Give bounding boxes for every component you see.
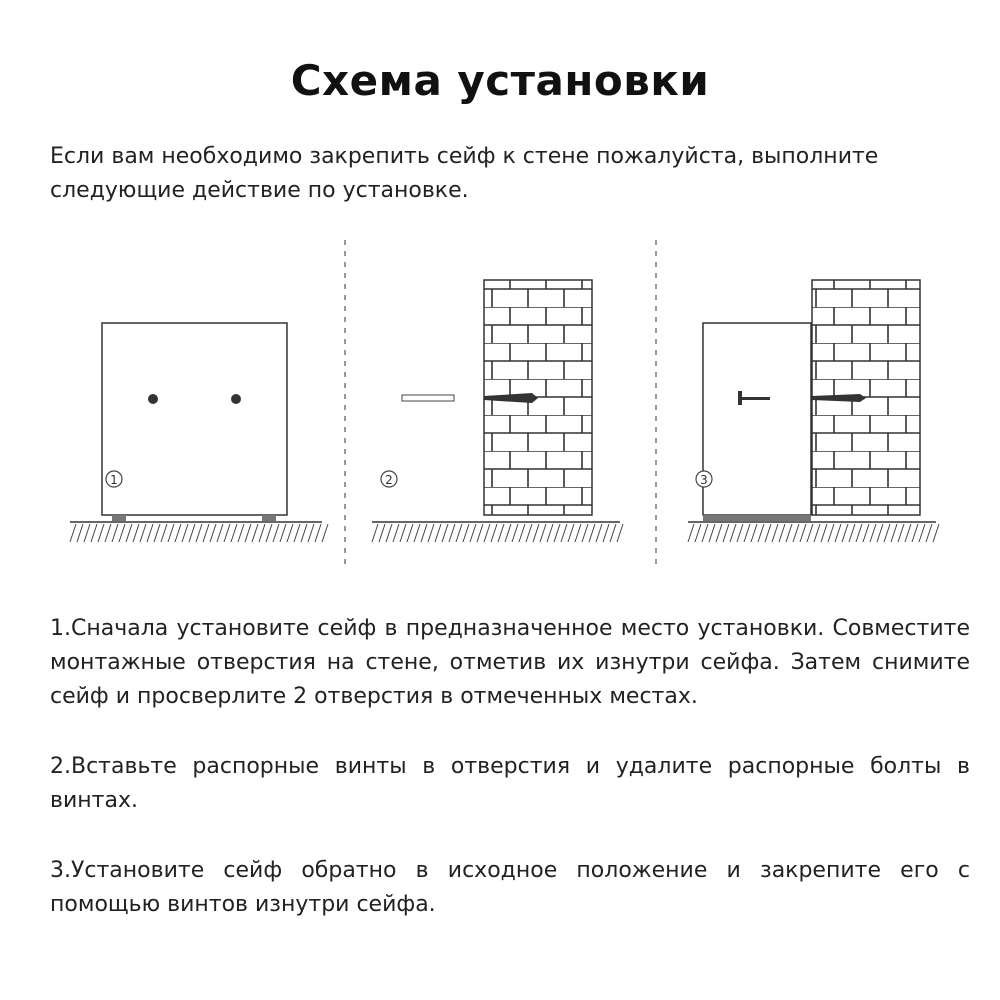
safe-side [703,323,811,515]
safe-base [703,515,811,521]
screw-shaft [742,397,770,400]
safe-foot-left [112,515,126,521]
marker-2 [381,471,397,487]
marker-1 [106,471,122,487]
floor-hatch-1 [70,522,328,542]
step-3-text: 3.Установите сейф обратно в исходное положение и закрепите его с помощью винтов изнутри сейфа. [50,858,970,917]
panel-2 [372,280,623,542]
page-title: Схема установки [290,56,710,105]
mounting-hole-left [148,394,158,404]
marker-1-label: 1 [110,473,118,487]
mounting-hole-right [231,394,241,404]
marker-3-label: 3 [700,473,708,487]
panel-3 [688,280,939,542]
step-1-text: 1.Сначала установите сейф в предназначенное место установки. Совместите монтажные отверстия на стене, отметив их изнутри сейфа. Затем снимите сейф и просверлите 2 отверстия в отмеченных местах. [50,616,970,709]
intro-text: Если вам необходимо закрепить сейф к стене пожалуйста, выполните следующие действие по установке. [50,144,879,203]
screw-head [738,391,742,405]
safe-front [102,323,287,515]
installation-diagram [0,235,1000,565]
floor-hatch-2 [372,522,623,542]
anchor-bolt [402,395,454,401]
marker-2-label: 2 [385,473,393,487]
floor-hatch-3 [688,522,939,542]
step-2-text: 2.Вставьте распорные винты в отверстия и удалите распорные болты в винтах. [50,754,970,813]
panel-1 [70,323,328,542]
safe-foot-right [262,515,276,521]
marker-3 [696,471,712,487]
